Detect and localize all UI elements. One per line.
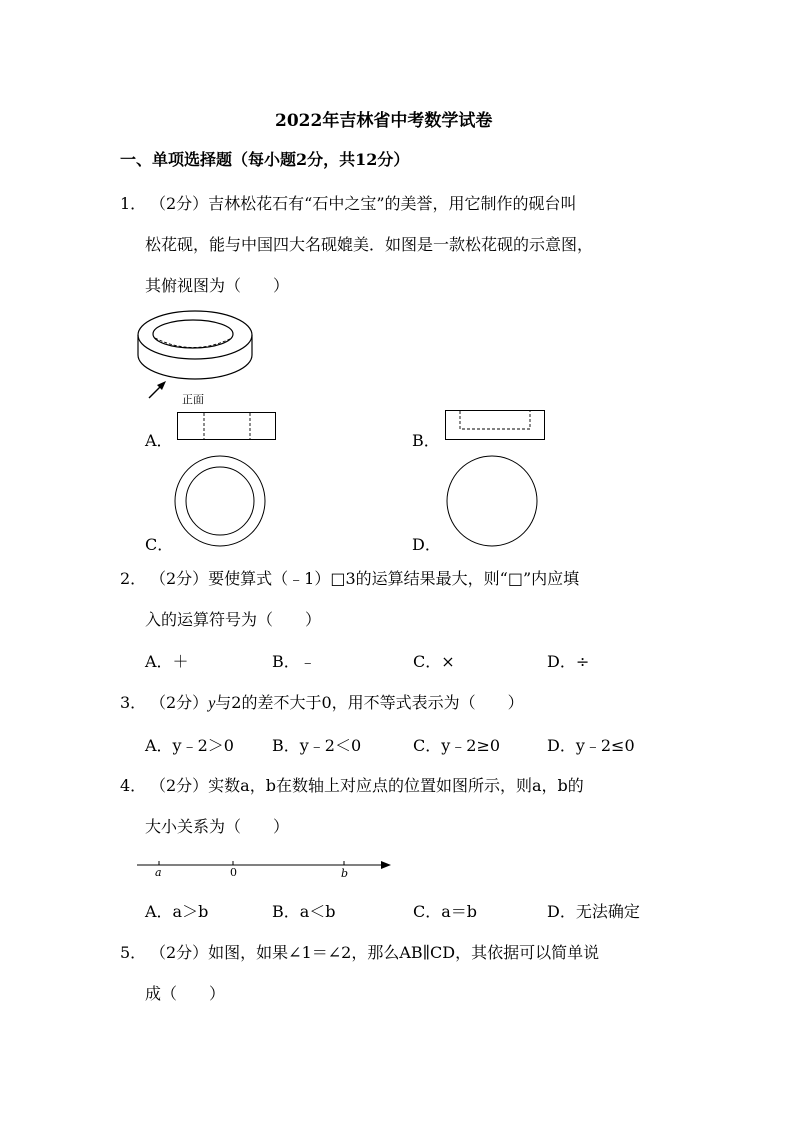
q2-option-d[interactable]: D．÷ [547,652,590,671]
axis-label-b: b [341,867,349,880]
q1-option-d-figure [444,456,540,548]
q1-option-c-label[interactable]: C． [145,535,174,554]
axis-label-a: a [155,866,162,879]
q1-option-b-label[interactable]: B． [412,431,440,450]
q5-line1: （2分）如图，如果∠1＝∠2，那么AB∥CD，其依据可以简单说 [150,943,600,962]
q2-option-b[interactable]: B．﹣ [272,652,316,671]
paper-title: 2022年吉林省中考数学试卷 [275,111,493,131]
q2-line1: （2分）要使算式（﹣1）□3的运算结果最大，则“□”内应填 [150,569,580,588]
q1-line2: 松花砚，能与中国四大名砚媲美．如图是一款松花砚的示意图， [145,235,594,254]
q2-option-a[interactable]: A．＋ [145,652,189,671]
q3-number: 3． [120,693,147,712]
q4-number: 4． [120,776,147,795]
q4-line1: （2分）实数a，b在数轴上对应点的位置如图所示，则a，b的 [150,776,584,795]
section-heading: 一、单项选择题（每小题2分，共12分） [120,150,410,169]
number-line [137,858,393,874]
q1-number: 1． [120,194,147,213]
q3-option-d[interactable]: D．y﹣2≤0 [547,736,635,755]
q1-option-d-label[interactable]: D． [412,535,441,554]
q5-number: 5． [120,943,147,962]
q2-number: 2． [120,569,147,588]
q3-prefix: （2分） [150,693,209,712]
q1-option-a-figure [177,412,277,442]
q1-line3: 其俯视图为（ ） [145,276,290,295]
q3-option-c[interactable]: C．y﹣2≥0 [413,736,501,755]
q4-option-c[interactable]: C．a＝b [413,902,478,921]
q4-option-a[interactable]: A．a＞b [145,902,209,921]
axis-label-zero: 0 [230,866,237,879]
q3-variable: y [208,695,216,712]
q4-option-d[interactable]: D．无法确定 [547,902,640,921]
q3-option-b[interactable]: B．y﹣2＜0 [272,736,362,755]
q1-option-b-figure [445,410,547,442]
q1-option-a-label[interactable]: A． [145,431,173,450]
q3-suffix: 与2的差不大于0，用不等式表示为（ ） [215,693,524,712]
q4-option-b[interactable]: B．a＜b [272,902,336,921]
q2-line2: 入的运算符号为（ ） [145,610,322,629]
q3-stem [150,690,524,713]
q2-option-c[interactable]: C．× [413,652,455,671]
q4-line2: 大小关系为（ ） [145,817,290,836]
q1-line1: （2分）吉林松花石有“石中之宝”的美誉，用它制作的砚台叫 [150,194,577,213]
q1-option-c-figure [175,456,267,548]
q5-line2: 成（ ） [145,984,226,1003]
front-label: 正面 [182,393,204,406]
q3-option-a[interactable]: A．y﹣2＞0 [145,736,234,755]
